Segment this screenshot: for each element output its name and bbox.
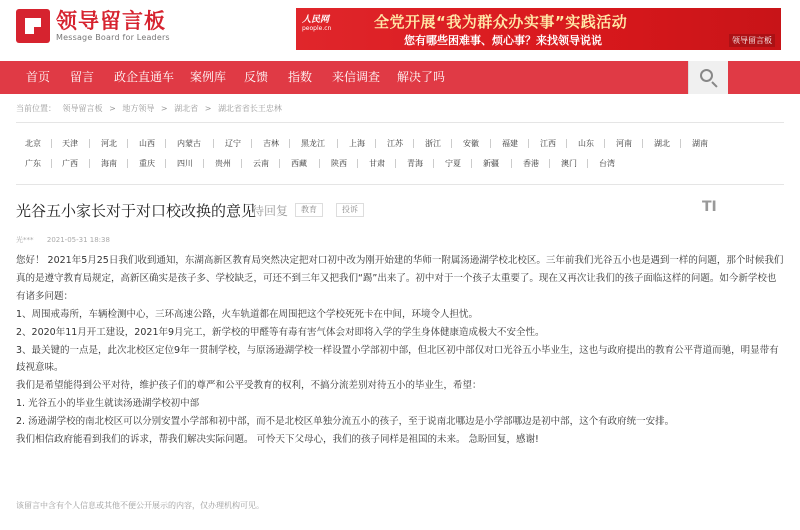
message-title: 光谷五小家长对于对口校改换的意见 (16, 202, 257, 220)
region-link[interactable]: 云南 (253, 159, 269, 168)
region-link[interactable]: 广东 (25, 159, 41, 168)
breadcrumb-item[interactable]: 领导留言板 (62, 104, 103, 113)
breadcrumb-separator: > (160, 104, 168, 113)
region-link[interactable]: 重庆 (139, 159, 155, 168)
nav-item-index[interactable]: 指数 (288, 70, 313, 84)
region-divider (604, 139, 605, 148)
region-divider (89, 159, 90, 168)
region-divider (89, 139, 90, 148)
region-divider (337, 139, 338, 148)
region-link[interactable]: 海南 (101, 159, 117, 168)
region-link[interactable]: 安徽 (463, 139, 479, 148)
region-link[interactable]: 广西 (62, 159, 78, 168)
banner-headline: 全党开展“我为群众办实事”实践活动 (374, 13, 628, 31)
breadcrumb-separator: > (204, 104, 212, 113)
region-link[interactable]: 澳门 (561, 159, 577, 168)
region-link[interactable]: 湖南 (692, 139, 708, 148)
banner-brand: 人民网 people.cn (302, 15, 332, 32)
type-tag[interactable]: 投诉 (336, 203, 364, 217)
nav-item-message[interactable]: 留言 (70, 70, 95, 84)
region-link[interactable]: 台湾 (599, 159, 615, 168)
region-link[interactable]: 浙江 (425, 139, 441, 148)
region-link[interactable]: 江苏 (387, 139, 403, 148)
body-paragraph: 3、最关键的一点是，此次北校区定位9年一贯制学校，与原汤逊湖学校一样设置小学部初中部，但北区初中部仅对口光谷五小毕业生，这也与政府提出的教育公平背道而驰，明显带有歧视意味。 (16, 344, 779, 374)
main-nav (0, 61, 800, 94)
region-divider (471, 159, 472, 168)
banner-tag: 领导留言板 (729, 34, 775, 47)
body-paragraph: 1. 光谷五小的毕业生就读汤逊湖学校初中部 (16, 398, 200, 410)
breadcrumb-item[interactable]: 地方领导 (122, 104, 155, 113)
region-divider (51, 139, 52, 148)
region-link[interactable]: 山东 (578, 139, 594, 148)
region-divider (413, 139, 414, 148)
message-body (16, 252, 784, 449)
region-link[interactable]: 吉林 (263, 139, 279, 148)
region-link[interactable]: 宁夏 (445, 159, 461, 168)
region-divider (203, 159, 204, 168)
region-link[interactable]: 黑龙江 (301, 139, 325, 148)
region-link[interactable]: 山西 (139, 139, 155, 148)
author-meta (16, 235, 110, 245)
region-divider (433, 159, 434, 168)
site-logo[interactable] (16, 9, 170, 43)
region-link[interactable]: 上海 (349, 139, 365, 148)
breadcrumb-item[interactable]: 湖北省省长王忠林 (217, 104, 282, 113)
region-divider (289, 139, 290, 148)
nav-item-feedback[interactable]: 反馈 (244, 70, 269, 84)
region-link[interactable]: 辽宁 (225, 139, 241, 148)
region-divider (51, 159, 52, 168)
region-link[interactable]: 河南 (616, 139, 632, 148)
region-link[interactable]: 新疆 (483, 159, 499, 168)
header (0, 0, 800, 60)
body-paragraph: 我们是希望能得到公平对待，维护孩子们的尊严和公平受教育的权利，不搞分流差别对待五小的毕业生，希望： (16, 380, 482, 392)
region-divider (566, 139, 567, 148)
breadcrumb-separator: > (109, 104, 116, 113)
region-link[interactable]: 湖北 (654, 139, 670, 148)
region-link[interactable]: 江西 (540, 139, 556, 148)
region-link[interactable]: 四川 (177, 159, 193, 168)
nav-item-enterprise[interactable]: 政企直通车 (114, 70, 175, 84)
logo-subtitle: Message Board for Leaders (56, 33, 170, 42)
breadcrumb-item[interactable]: 湖北省 (174, 104, 199, 113)
region-divider (241, 159, 242, 168)
region-divider (127, 159, 128, 168)
region-divider (127, 139, 128, 148)
region-divider (375, 139, 376, 148)
nav-item-solved[interactable]: 解决了吗 (397, 70, 446, 84)
banner-subline: 您有哪些困难事、烦心事？来找领导说说 (404, 34, 602, 47)
region-divider (511, 159, 512, 168)
region-divider (680, 139, 681, 148)
region-divider (642, 139, 643, 148)
breadcrumb (16, 103, 286, 114)
region-link[interactable]: 福建 (502, 139, 518, 148)
body-paragraph: 您好！ 2021年5月25日我们收到通知，东湖高新区教育局突然决定把对口初中改为刚开始建的华师一附属汤逊湖学校北校区。三年前我们光谷五小也是遇到一样的问题，那个时候我们真的是遵守教育局规定，高新区确实是孩子多、学校缺乏，可还不到三年又把我们“踢”出来了。初中对于一个孩子太重要了。现在又再次让我们的孩子面临这样的问题。如今新学校也有诸多问题： (16, 255, 784, 302)
region-link[interactable]: 内蒙古 (177, 139, 201, 148)
region-link[interactable]: 香港 (523, 159, 539, 168)
nav-item-cases[interactable]: 案例库 (190, 70, 227, 84)
nav-item-survey[interactable]: 来信调查 (332, 70, 381, 84)
search-button[interactable] (688, 61, 728, 94)
region-divider (279, 159, 280, 168)
category-tag[interactable]: 教育 (295, 203, 323, 217)
region-link[interactable]: 青海 (407, 159, 423, 168)
region-divider (451, 139, 452, 148)
logo-icon (16, 9, 50, 43)
region-divider (165, 159, 166, 168)
region-divider (213, 139, 214, 148)
author-name: 光*** (16, 236, 34, 244)
region-divider (587, 159, 588, 168)
body-paragraph: 1、周围戒毒所，车辆检测中心，三环高速公路，火车轨道都在周围把这个学校死死卡在中间，环境令人担忧。 (16, 308, 479, 320)
post-date: 2021-05-31 18:38 (46, 236, 110, 244)
region-link[interactable]: 甘肃 (369, 159, 385, 168)
body-paragraph: 2. 汤逊湖学校的南北校区可以分别安置小学部和初中部，而不是北校区单独分流五小的孩子，至于说南北哪边是小学部哪边是初中部，这个有政府统一安排。 (16, 416, 675, 428)
divider (16, 184, 784, 185)
body-paragraph: 2、2020年11月开工建设，2021年9月完工，新学校的甲醛等有毒有害气体会对即将入学的学生身体健康造成极大不安全性。 (16, 326, 545, 338)
region-divider (165, 139, 166, 148)
region-link[interactable]: 北京 (25, 139, 41, 148)
region-divider (357, 159, 358, 168)
breadcrumb-prefix: 当前位置： (16, 104, 56, 113)
logo-title: 领导留言板 (56, 9, 166, 33)
divider (16, 122, 784, 123)
region-link[interactable]: 西藏 (291, 159, 307, 168)
campaign-banner[interactable] (296, 8, 781, 50)
region-link[interactable]: 河北 (101, 139, 117, 148)
region-link[interactable]: 贵州 (215, 159, 231, 168)
region-divider (549, 159, 550, 168)
region-divider (395, 159, 396, 168)
privacy-notice: 该留言中含有个人信息或其他不便公开展示的内容，仅办理机构可见。 (16, 501, 264, 510)
body-paragraph: 我们相信政府能看到我们的诉求，帮我们解决实际问题。 可怜天下父母心，我们的孩子同样是祖国的未来。 急盼回复，感谢! (16, 434, 539, 446)
region-divider (528, 139, 529, 148)
region-divider (319, 159, 320, 168)
region-divider (490, 139, 491, 148)
status-badge: 待回复 (252, 204, 289, 218)
font-size-icon[interactable]: TI (702, 199, 717, 215)
region-divider (251, 139, 252, 148)
region-link[interactable]: 天津 (62, 139, 78, 148)
nav-item-home[interactable]: 首页 (26, 70, 51, 84)
region-link[interactable]: 陕西 (331, 159, 347, 168)
